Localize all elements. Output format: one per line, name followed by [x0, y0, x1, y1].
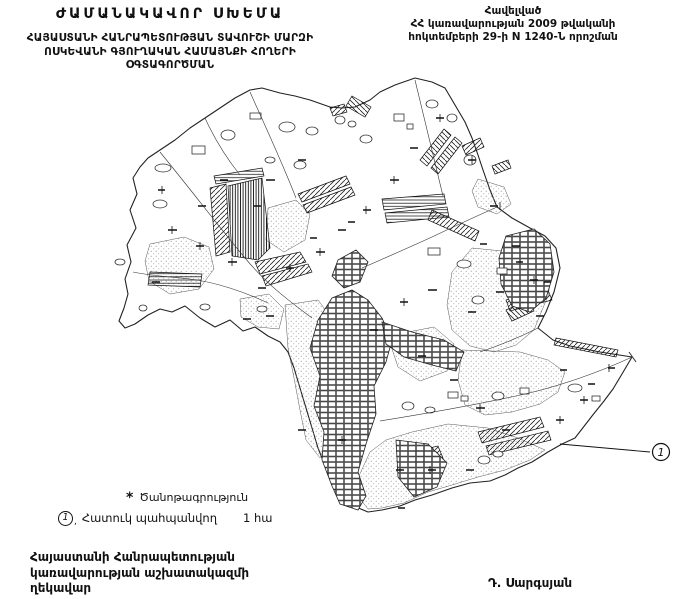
map-outline [119, 78, 632, 512]
legend-marker-suffix: , [74, 517, 77, 527]
signature-line-3: ղեկավար [30, 581, 92, 595]
appendix-line-1: Հավելված [484, 5, 542, 17]
signature-block [30, 550, 249, 597]
subtitle-line-1: ՀԱՅԱՍՏԱՆԻ ՀԱՆՐԱՊԵՏՈՒԹՅԱՆ ՏԱՎՈՒՇԻ ՄԱՐԶԻ [26, 32, 314, 44]
note-asterisk-icon: * [126, 490, 134, 506]
legend-item-label: Հատուկ պահպանվող [81, 511, 217, 525]
signature-line-2: կառավարության աշխատակազմի [30, 565, 250, 580]
subtitle-line-2: ՈՍԿԵՎԱՆԻ ԳՅՈՒՂԱԿԱՆ ՀԱՄԱՅՆՔԻ ՀՈՂԵՐԻ [44, 45, 296, 58]
legend-note-label: Ծանոթագրություն [139, 491, 249, 504]
callout-line [560, 444, 650, 452]
legend-item-protected [58, 509, 272, 527]
appendix-line-3: հոկտեմբերի 29-ի N 1240-Ն որոշման [408, 31, 618, 43]
legend-note [126, 490, 248, 506]
appendix-line-2: ՀՀ կառավարության 2009 թվականի [410, 18, 616, 30]
signature-name: Դ. Սարգսյան [487, 576, 573, 590]
legend-item-value: 1 հա [243, 511, 273, 525]
page-title: ԺԱՄԱՆԱԿԱՎՈՐ ՍԽԵՄԱ [55, 6, 285, 22]
callout-marker-label: 1 [657, 446, 665, 459]
callout [560, 444, 670, 461]
legend-circle-1-icon: 1 [58, 511, 73, 526]
subtitle-line-3: ՕԳՏԱԳՈՐԾՄԱՆ [125, 59, 215, 71]
appendix-note [348, 5, 678, 44]
title-block [0, 6, 340, 73]
signature-line-1: Հայաստանի Հանրապետության [30, 550, 235, 564]
